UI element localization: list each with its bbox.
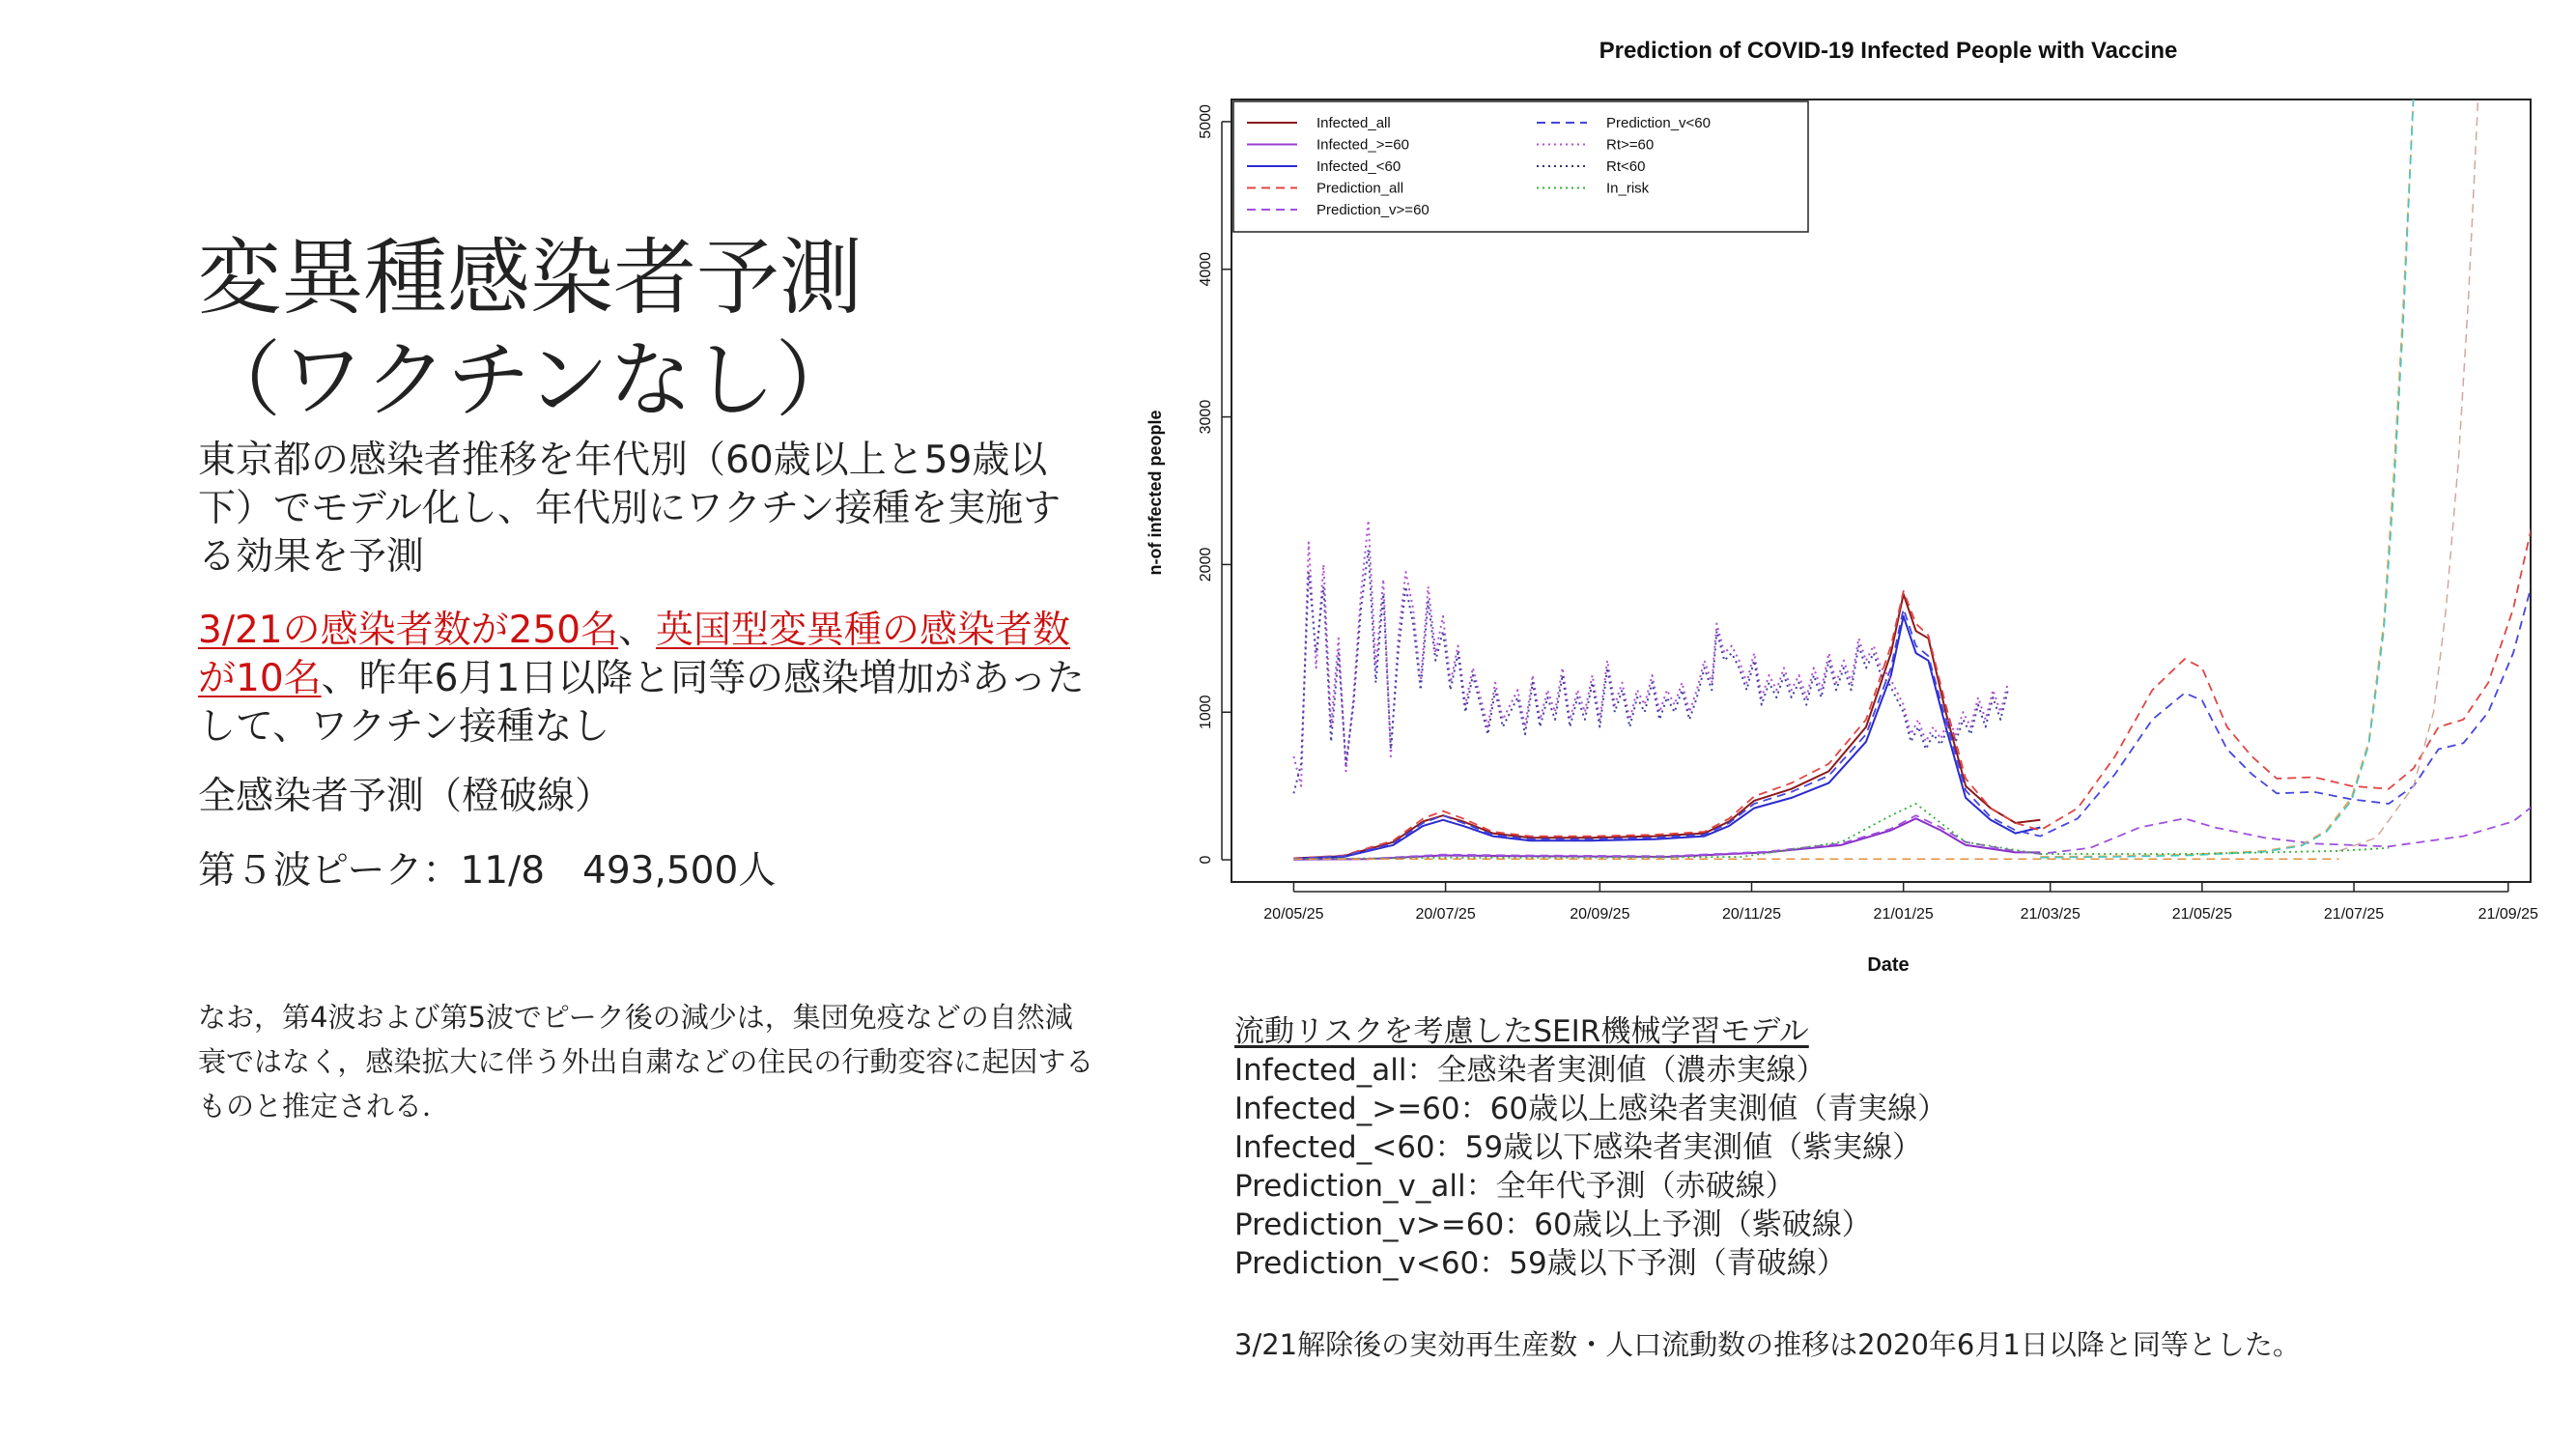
legend-label: Prediction_v>=60 [1316,202,1430,218]
legend-notes-header: 流動リスクを考慮したSEIR機械学習モデル [1234,1014,1809,1049]
series-line-in-risk [1293,804,2389,859]
y-tick-label: 1000 [1198,695,1214,730]
footer-note: 3/21解除後の実効再生産数・人口流動数の推移は2020年6月1日以降と同等とした。 [1234,1328,2301,1361]
x-tick-label: 20/09/25 [1570,906,1630,923]
scenario-highlight-1: 3/21の感染者数が250名 [198,609,619,652]
y-axis-label: n-of infected people [1146,410,1165,576]
series-line-rt-60 [1293,550,2007,793]
y-tick-label: 2000 [1198,547,1214,582]
legend-note-line: Infected_<60：59歳以下感染者実測値（紫実線） [1234,1130,1923,1165]
footnote: なお，第4波および第5波でピーク後の減少は，集団免疫などの自然減衰ではなく，感染拡大に伴う外出自粛などの住民の行動変容に起因するものと推定される． [198,1001,1094,1122]
x-tick-label: 20/11/25 [1721,906,1782,923]
y-tick-label: 5000 [1198,104,1214,139]
x-axis-label: Date [1867,954,1910,976]
legend-label: Rt>=60 [1606,136,1655,154]
legend-note-line: Infected_all：全感染者実測値（濃赤実線） [1234,1053,1826,1088]
scenario-paragraph [198,607,1087,752]
series-line-infected-all [1293,594,2040,859]
scenario-highlight-2: 英国型変異種の感染者数が10名 [198,609,1071,700]
x-tick-label: 21/01/25 [1873,906,1934,923]
description-paragraph: 東京都の感染者推移を年代別（60歳以上と59歳以下）でモデル化し、年代別にワクチン接種を実施する効果を予測 [198,439,1062,579]
fifth-wave-peak: 第５波ピーク：11/8 493,500人 [198,849,777,893]
slide-title [198,227,990,432]
legend-note-line: Prediction_v>=60：60歳以上予測（紫破線） [1234,1208,1872,1242]
x-tick-label: 20/07/25 [1415,906,1476,923]
legend-label: Prediction_v<60 [1606,115,1711,131]
legend-label: Infected_<60 [1316,158,1401,175]
x-tick-label: 21/07/25 [2323,906,2385,923]
y-tick-label: 0 [1198,855,1214,865]
legend-label: Infected_>=60 [1316,136,1409,154]
legend-note-line: Prediction_v_all：全年代予測（赤破線） [1234,1169,1796,1204]
all-prediction-label: 全感染者予測（橙破線） [198,775,613,818]
x-tick-label: 20/05/25 [1263,906,1324,923]
legend-notes [1234,1012,1947,1283]
series-line-prediction-orange-growth [2040,92,2414,857]
legend-label: In_risk [1606,180,1650,197]
slide-title-line1: 変異種感染者予測 [198,230,863,327]
scenario-separator: 、 [618,609,657,652]
covid-prediction-chart [1135,24,2564,1000]
series-line-prediction-cyan-growth [2040,92,2414,857]
x-tick-label: 21/03/25 [2020,906,2081,923]
scenario-rest: 、昨年6月1日以降と同等の感染増加があったして、ワクチン接種なし [198,657,1085,749]
series-line-rt-60 [1293,521,2007,786]
legend-note-line: Infected_>=60：60歳以上感染者実測値（青実線） [1234,1092,1948,1126]
legend-label: Rt<60 [1606,158,1646,175]
legend-note-line: Prediction_v<60：59歳以下予測（青破線） [1234,1246,1847,1281]
legend-label: Infected_all [1316,115,1391,131]
legend-label: Prediction_all [1316,180,1404,197]
x-tick-label: 21/09/25 [2477,906,2538,923]
y-tick-label: 4000 [1198,251,1214,287]
slide-title-line2: （ワクチンなし） [198,332,859,429]
chart-legend [1233,101,1808,232]
x-tick-label: 21/05/25 [2171,906,2233,923]
series-line-prediction-v-60 [1293,530,2564,859]
y-tick-label: 3000 [1198,399,1214,435]
chart-title: Prediction of COVID-19 Infected People with Vaccine [1599,38,2178,64]
